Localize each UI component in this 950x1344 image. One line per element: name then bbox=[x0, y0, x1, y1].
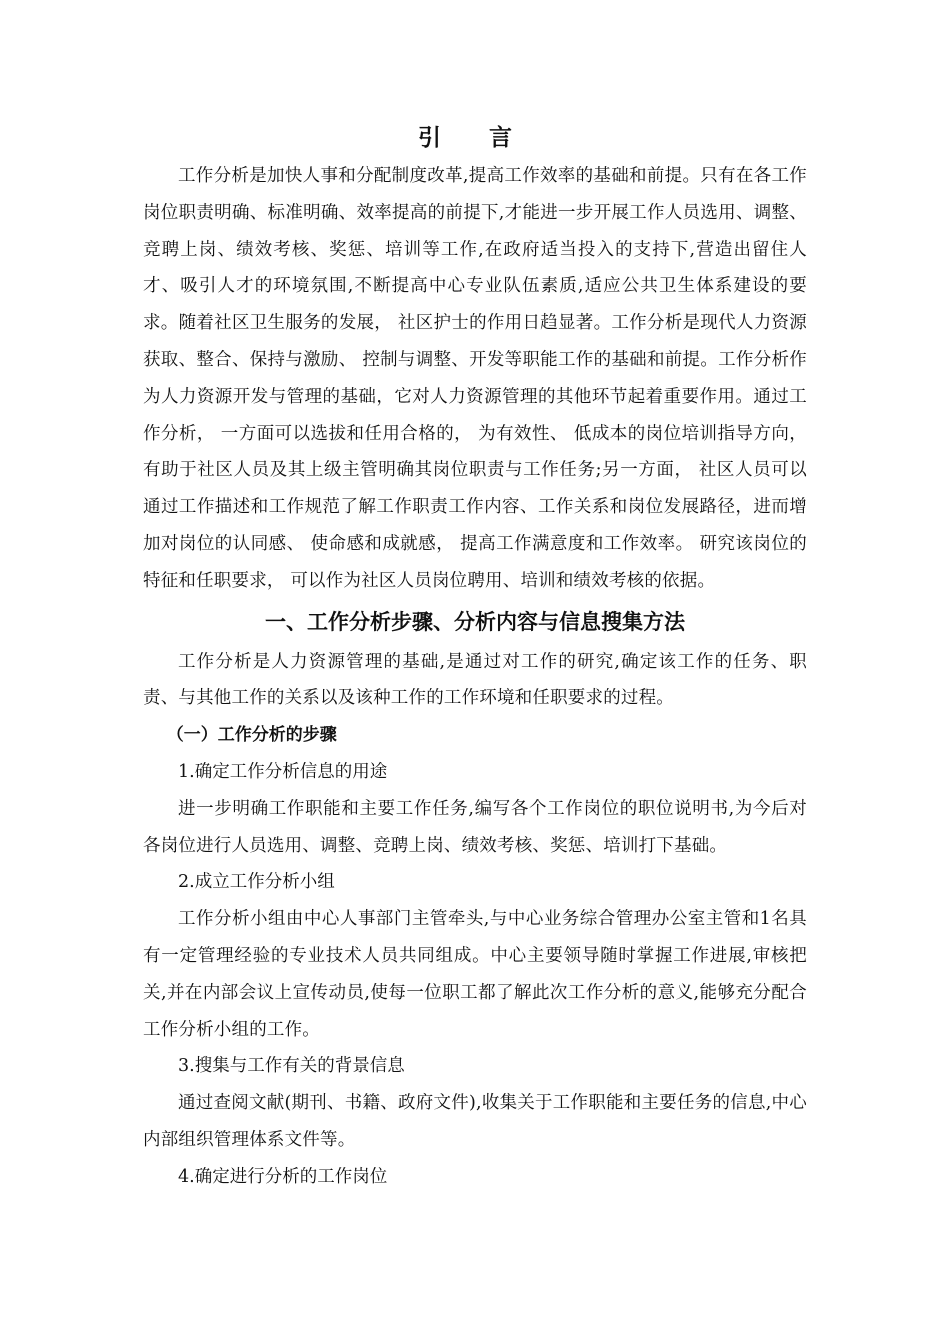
step-paragraph: 工作分析小组由中心人事部门主管牵头,与中心业务综合管理办公室主管和1名具有一定管理经验的专业技术人员共同组成。中心主要领导随时掌握工作进展,审核把关,并在内部会议上宣传动员,使每一位职工都了解此次工作分析的意义,能够充分配合工作分析小组的工作。 bbox=[143, 909, 807, 1040]
step-paragraph: 通过查阅文献(期刊、书籍、政府文件),收集关于工作职能和主要任务的信息,中心内部组织管理体系文件等。 bbox=[143, 1093, 807, 1150]
page-title: 引 言 bbox=[417, 125, 532, 151]
step-heading: 3.搜集与工作有关的背景信息 bbox=[178, 1056, 405, 1077]
subsection-title: （一）工作分析的步骤 bbox=[166, 725, 337, 746]
step-heading: 2.成立工作分析小组 bbox=[178, 872, 335, 893]
step-heading: 4.确定进行分析的工作岗位 bbox=[178, 1166, 388, 1187]
intro-paragraph: 工作分析是加快人事和分配制度改革,提高工作效率的基础和前提。只有在各工作岗位职责明确、标准明确、效率提高的前提下,才能进一步开展工作人员选用、调整、竞聘上岗、绩效考核、奖惩、培训等工作,在政府适当投入的支持下,营造出留住人才、吸引人才的环境氛围,不断提高中心专业队伍素质,适应公共卫生体系建设的要求。随着社区卫生服务的发展， 社区护士的作用日趋显著。工作分析是现代人力资源获取、整合、保持与激励、 控制与调整、开发等职能工作的基础和前提。工作分析作为人力资源开发与管理的基础，它对人力资源管理的其他环节起着重要作用。通过工作分析， 一方面可以选拔和任用合格的， 为有效性、 低成本的岗位培训指导方向， 有助于社区人员及其上级主管明确其岗位职责与工作任务;另一方面， 社区人员可以通过工作描述和工作规范了解工作职责工作内容、工作关系和岗位发展路径，进而增加对岗位的认同感、 使命感和成就感， 提高工作满意度和工作效率。 研究该岗位的特征和任职要求， 可以作为社区人员岗位聘用、培训和绩效考核的依据。 bbox=[143, 166, 807, 591]
document-page bbox=[143, 118, 807, 1196]
step-paragraph: 进一步明确工作职能和主要工作任务,编写各个工作岗位的职位说明书,为今后对各岗位进行人员选用、调整、竞聘上岗、绩效考核、奖惩、培训打下基础。 bbox=[143, 798, 807, 856]
step-heading: 1.确定工作分析信息的用途 bbox=[178, 761, 388, 782]
section-title: 一、工作分析步骤、分析内容与信息搜集方法 bbox=[265, 609, 685, 634]
section-intro-paragraph: 工作分析是人力资源管理的基础,是通过对工作的研究,确定该工作的任务、职责、与其他工作的关系以及该种工作的工作环境和任职要求的过程。 bbox=[143, 651, 807, 709]
